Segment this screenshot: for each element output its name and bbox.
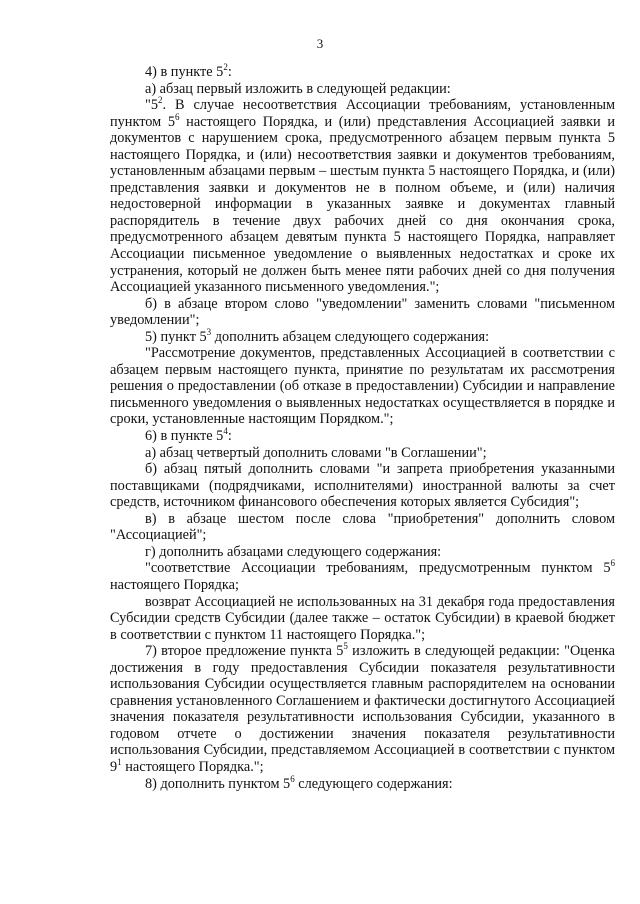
document-body (110, 64, 615, 792)
paragraph: б) в абзаце втором слово "уведомлении" заменить словами "письменном уведомлении"; (110, 295, 615, 329)
paragraph: 5) пункт $5^3$ дополнить абзацем следующего содержания: (145, 326, 490, 345)
paragraph: "соответствие Ассоциации требованиям, предусмотренным пунктом $5^6$ настоящего Порядка; (110, 558, 615, 593)
paragraph: 8) дополнить пунктом $5^6$ следующего содержания: (145, 773, 453, 792)
paragraph: "$5^2$. В случае несоответствия Ассоциации требованиям, установленным пунктом $5^6$ настоящего Порядка, и (или) представления Ассоциацией заявки и документов с нарушением срока, предусмотренного абзацем первым пункта 5 настоящего Порядка, и (или) несоответствия заявки и документов требованиям, установленным абзацами первым – шестым пункта 5 настоящего Порядка, и (или) представления заявки и документов не в полном объеме, и (или) наличия недостоверной информации в указанных заявке и документах главный распорядитель в течение двух рабочих дней со дня окончания срока, предусмотренного абзацем девятым пункта 5 настоящего Порядка, направляет Ассоциации письменное уведомление о выявленных недостатках и сроке их устранения, который не должен быть менее пяти рабочих дней со дня получения Ассоциацией указанного письменного уведомления."; (110, 95, 616, 296)
paragraph: 6) в пункте $5^4$: (145, 426, 232, 445)
paragraph: 4) в пункте $5^2$: (145, 62, 232, 80)
paragraph: г) дополнить абзацами следующего содержания: (145, 543, 442, 560)
paragraph: 7) второе предложение пункта $5^5$ изложить в следующей редакции: "Оценка достижения в году предоставления Субсидии показателя результативности использования Субсидии осуществляется главным распорядителем на основании сравнения установленного Соглашением и фактически достигнутого Ассоциацией значения показателя результативности использования Субсидии, указанного в годовом отчете о достижении значения показателя результативности использования Субсидии, представляемом Ассоциацией в соответствии с пунктом $9^1$ настоящего Порядка."; (110, 641, 615, 775)
paragraph: в) в абзаце шестом после слова "приобретения" дополнить словом "Ассоциацией"; (110, 510, 615, 544)
paragraph: возврат Ассоциацией не использованных на 31 декабря года предоставления Субсидии средств Субсидии (далее также – остаток Субсидии) в краевой бюджет в соответствии с пунктом 11 настоящего Порядка."; (110, 593, 615, 643)
paragraph: б) абзац пятый дополнить словами "и запрета приобретения указанными поставщиками (подрядчиками, исполнителями) иностранной валюты за счет средств, источником финансового обеспечения которых является Субсидия"; (110, 461, 615, 511)
paragraph: а) абзац первый изложить в следующей редакции: (145, 80, 451, 97)
paragraph: а) абзац четвертый дополнить словами "в Соглашении"; (145, 444, 487, 461)
paragraph: "Рассмотрение документов, представленных Ассоциацией в соответствии с абзацем первым настоящего пункта, принятие по результатам их рассмотрения решения о предоставлении (об отказе в предоставлении) Субсидии и направление письменного уведомления о выявленных недостатках осуществляется в порядке и сроки, установленные настоящим Порядком."; (110, 345, 615, 428)
page-number: 3 (316, 36, 324, 51)
